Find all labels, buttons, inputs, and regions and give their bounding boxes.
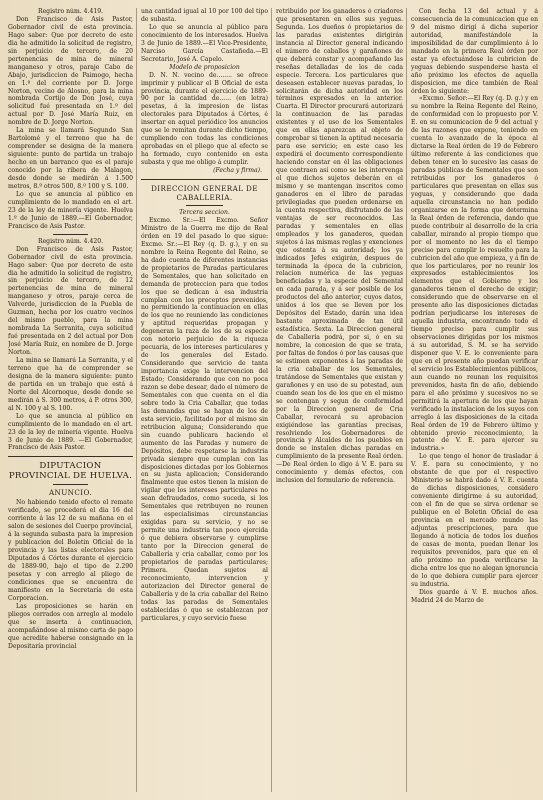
divider (53, 484, 88, 485)
section-divider (141, 179, 268, 180)
column-divider (271, 8, 272, 792)
anuncio-closing: Lo que se anuncia al público para conocimiento de los interesados. Huelva 3 de Junio de 1889.—El Vice-Presidente, Narciso García Castañeda.—El Secretario, José A. Capelo. (141, 23, 268, 63)
registro-4420-body: Don Francisco de Asis Pastor, Gobernador civil de esta provincia. Hago saber: Que por decreto de este dia he admitido la solicitud de registro, sin perjuicio de tercero, de 12 pertenencias de mina de mineral manganeso y otros, paraje cerca de Valverde, jurisdiccion de la Puebla de Guzman, hecha por los cuatro vecinos del mismo pueblo, para la mina nombrada La Serranita, cuya solicitud fué presentada en 2 del actual por Don José María Ruiz, en nombre de D. Jorge Norton. (8, 245, 133, 357)
direccion-general-title: DIRECCION GENERAL DE CABALLERIA. (151, 184, 258, 203)
section-divider (8, 456, 133, 457)
date-signature: (Fecha y firma). (213, 167, 262, 175)
closing-line: Dios guarde á V. E. muchos años. Madrid 24 de Marzo de (411, 588, 538, 604)
divider (53, 234, 88, 235)
registro-4419-paragraph: Lo que se anuncia al público en cumplimiento de lo mandado en el art. 23 de la ley de minería vigente. Huelva 1.º de Junio de 1889.—El Gobernador, Francisco de Asis Pastor. (8, 190, 133, 230)
anuncio-continuation: una cantidad igual al 10 por 100 del tipo de subasta. (141, 8, 268, 23)
communication-body: Con fecha 13 del actual y á consecuencia de la comunicacion que en 9 del mismo dirigí á dicha superior autoridad, manifestándole la imposibilidad de dar cumplimiento á lo mandado en la primera Real órden por estar ya efectuándose la cubricion de yeguas debiendo suspenderse hasta el año próximo los efectos de aquella disposicion, me dice también de Real órden lo siguiente: (411, 8, 538, 95)
column-divider (136, 8, 137, 792)
model-title: Modelo de proposicion (169, 63, 240, 71)
column-1 (8, 8, 133, 792)
real-orden-quote: «Excmo. Señor:—El Rey (q. D. g.) y en su nombre la Reina Regente del Reino, de conformidad con lo propuesto por V. E. en su comunicacion de 9 del actual y de las razones que expone, teniendo en cuenta lo avanzado de la época al dictarse la Real órden de 19 de Febrero último referente á las condiciones que deben tener en lo sucesivo las casas de paradas públicas de Sementales que son retribuidas por los ganaderos ó particulares que presentan en ellas sus yeguas, y considerando que dada aquella circunstancia no han podido organizarse en la forma que determina la Real órden de referencia, dando que puede contribuir al desarrollo de la cria caballar, mirando al propio tiempo que por el momento no les da el tiempo preciso para cumplir lo resuelto para la cubricion del año que empieza, y á fin de que los particulares, por no reunir los expresados establecimientos los elementos que el Gobierno y los ganaderos tienen el derecho de exigir; considerando que de observarse en el presente año las disposiciones dictadas podrían perjudicarse los intereses de aquella industria, encontrando todo el tiempo preciso para cumplir sus observaciones dirigidas por los mismos á su autoridad, S. M. se ha servido disponer que V. E. lo conveniente para que en el presente año puedan verificar el servicio los Establecimientos públicos, aun cuando no reunan los requisitos prevenidos, hasta fin de año, debiendo para el año próximo y sucesivos no se permitirá la apertura de los que hayan verificado la instalacion de los suyos con arreglo á las disposiciones de la citada Real órden de 19 de Febrero último y obtenido previo reconocimiento, la patente de V. E. para ejercer su industria.» (411, 95, 538, 453)
registro-4420-paragraph: Lo que se anuncia al público en cumplimiento de lo mandado en el art. 23 de la ley de minería vigente. Huelva 3 de Junio de 1889. —El Gobernador, Francisco de Asis Pastor. (8, 412, 133, 452)
divider (186, 205, 223, 206)
real-orden-body: Excmo. Sr.:—El Excmo. Señor Ministro de la Guerra me dijo de Real órden en 19 del pasado lo que sigue: Excmo. Sr.:—El Rey (q. D. g.), y en su nombre la Reina Regente del Reino, se ha dado cuenta de diferentes instancias de propietarios de Paradas particulares de Sementales, que han solicitado en demanda de proteccion para que todos los que se dedican á esa industria cumplan con los preceptos prevenidos, no permitiendo la continuacion en ellas de los que no reuniendo las condiciones y aptitud requeridas propagan y degeneran la raza de los de su especie con notorio perjuicio de la riqueza pecuaria, de los intereses particulares y de los generales del Estado. Considerando que servicio de tanta importancia exige la intervencion del Estado; Considerando que con no poca razon se debe desear, dado el número de Sementales con que cuenta en el dia sobre todo la Cria Caballar, que todas las demandas que se hagan de los de esta servicio, facilitado por el mismo sin retribucion alguna; Considerando que sin cuando publicara haciendo el aumento de las Paradas y numero de Depósitos, debe respetarse la industria privada siempre que cumplan con las disposiciones dictadas por los Gobiernos en su justa aplicacion; Considerando finalmente que estos tienen la mision de vigilar que los intereses particulares no sean defraudados, como suceda, si los Sementales que retribuyen no reunen las especialisimas circunstancias exigidas para su servicio, y no se permite una industria tan poco ejercida ó que debiera observarse y cumplirse tanto por la Direccion general de Caballería y cria caballar, como por los propietarios de paradas particulares; Primera. Quedan sujetos al reconocimiento, intervencion y autorizacion del Director general de Caballería y de la cria caballar del Reino todas las paradas de Sementales establecidas ó que se establezcan por particulares, y cuyo servicio fuese (141, 216, 268, 622)
registro-4420-heading: Registro núm. 4.420. (37, 237, 104, 245)
column-divider (406, 8, 407, 792)
registro-4419-heading: Registro núm. 4.419. (37, 8, 104, 15)
column-3 (276, 8, 403, 792)
anuncio-body: No habiendo tenido efecto el remate verificado, se procederá el dia 16 del corriente á las 12 de su mañana en el salon de sesiones del Cuerpo provincial, á la segunda subasta para la impresion y publicacion del Boletin Oficial de la provincia y las listas electorales para Diputados á Córtes durante el ejercicio de 1889-90, bajo el tipo de 2.290 pesetas y con arreglo al pliego de condiciones que se encuentra de manifiesto en la Secretaría de esta Corporacion. (8, 499, 133, 602)
anuncio-paragraph: Las proposiciones se harán en pliegos cerrados con arreglo al modelo que se inserta á continuacion, acompañándose al mismo carta de pago que acredite haberse consignado en la Depositaría provincial (8, 602, 133, 650)
diputacion-title: DIPUTACION PROVINCIAL DE HUELVA. (8, 461, 133, 482)
registro-4419-body: Don Francisco de Asis Pastor, Gobernador civil de esta provincia. Hago saber: Que por decreto de este dia he admitido la solicitud de registro, sin perjuicio de tercero, de 20 pertenencias de mina de mineral manganeso y otros, paraje Cabo de Abajo, jurisdiccion de Paimogo, hecha en 1.º del corriente por D. Jorge Norton, vecino de Alosno, para la mina nombrada Cortijo de Don José, cuya solicitud fué presentada en 1.º del actual por D. José María Ruiz, en nombre de D. Jorge Norton. (8, 15, 133, 127)
column-4 (411, 8, 538, 792)
column-2 (141, 8, 268, 792)
anuncio-title: ANUNCIO. (48, 488, 93, 498)
transfer-paragraph: Lo que tengo el honor de trasladar á V. E. para su conocimiento, y no obstante de que por el respectivo Ministerio se habrá dado á V. E. cuenta de dichas disposiciones, considero conveniente dirigirme á su autoridad, con el fin de que se sirva ordenar se publique en el Boletin Oficial de esa provincia en el mercado mundo las adjuntas prescripciones, para que llegando á noticia de todos los dueños de casas de monta, puedan llenar los requisitos prevenidos, para que en el año próximo no pueda verificarse la dicha entre los que no alegan ignorancia de lo que debiera cumplir para ejercer su industria. (411, 453, 538, 588)
real-orden-continuation: retribuido por los ganaderos ó criadores que presentaren en ellos sus yeguas. Segunda. Los dueños ó propietarios de las paradas existentes dirigirán instancia al Director general indicando el número de caballos y garañones de que deberá constar y acompañando las reseñas detalladas de los de cada especie. Tercera. Los particulares que deseasen establecer nuevas paradas, lo solicitarán de dicha autoridad en los términos expresados en la anterior. Cuarta. El Director procurará autorizará la continuacion de las paradas existentes y el uso de los Sementales que en ellas aparezcan al objeto de comprobar si tienen la aptitud necesaria para ese servicio; en este caso les expedirá el documento correspondiente haciendo constar en él las obligaciones que contraen así como se les intervenga el que dichos sujetos deberán en el mismo y se mantengan inscritos como ganaderos en el libro de paradas privilegiadas que pueden ordenarse en la cuenta respectiva, disfrutando de las ventajas de ser reconocidos. Las paradas y sementales en ellas empleados y los ganaderos, quedan sujetos á las mismas reglas y exenciones que ostenta á su autoridad; los ya indicados Jefes exigirán, despues de terminada la época de la cubricion, relacion numérica de las yeguas beneficiadas y la especie del Semental en cada parada, y á ser posible de los productos del año anterior, cuyos datos, unidos á los que se lleven por los Depósitos del Estado, darán una idea bastante aproximada de tan útil estadística. Sexta. La Direccion general de Caballería podrá, por si, ó en su nombre, la concesion de que se trata, por faltas de fondos ó por las causas que se estimen exponentes á las paradas de la cria caballar de los Sementales, tratándose de Sementales que existan y garañones y en uso de su potestad, aun cuando sean los de los que en el mismo se contengan y segun de conformidad por la Direccion general de Cria Caballar, revocará su aprobacion exigiéndose las garantías precisas, resolviendo los Gobernadores de provincia y Alcaldes de los pueblos en donde se instalen dichas paradas en cumplimiento de la presente Real órden. —De Real órden lo digo á V. E. para su conocimiento y demás efectos, con inclusion del formulario de referencia. (276, 8, 403, 485)
registro-4419-paragraph: La mina se llamará Segundo San Bartolomé y el terreno que ha de comprender se designa de la manera siguiente: punto de partida un trabajo hecho en un barranco que es el paraje conocido por la ribera de Malagon, desde donde se medirán á 1.500 metros, 8.º otros 500, 8.º 100 y S. 100. (8, 127, 133, 190)
section-subtitle: Tercera seccion. (179, 209, 230, 217)
registro-4420-paragraph: La mina se llamará La Serranita, y el terreno que ha de comprender se designa de la manera siguiente: punto de partida en un trabajo que está á Norte del Alcornoque, desde donde se medirán á S. 300 metros, á P. otros 300, al N. 100 y al S. 100. (8, 356, 133, 412)
model-body: D. N. N. vecino de........ se ofrece imprimir y publicar el B Oficial de esta provincia, durante el ejercicio de 1889-90 por la cantidad de...... (en letra) pesetas, á la impresion de listas electorales para Diputados á Córtes, é insertar en aquel periódico los anuncios que se le remitan durante dicho tiempo, cumpliendo con todas las condiciones aprobadas en el pliego que al efecto se ha formado, cuyo contenido en esta subasta y que me obligo á cumplir. (141, 71, 268, 167)
